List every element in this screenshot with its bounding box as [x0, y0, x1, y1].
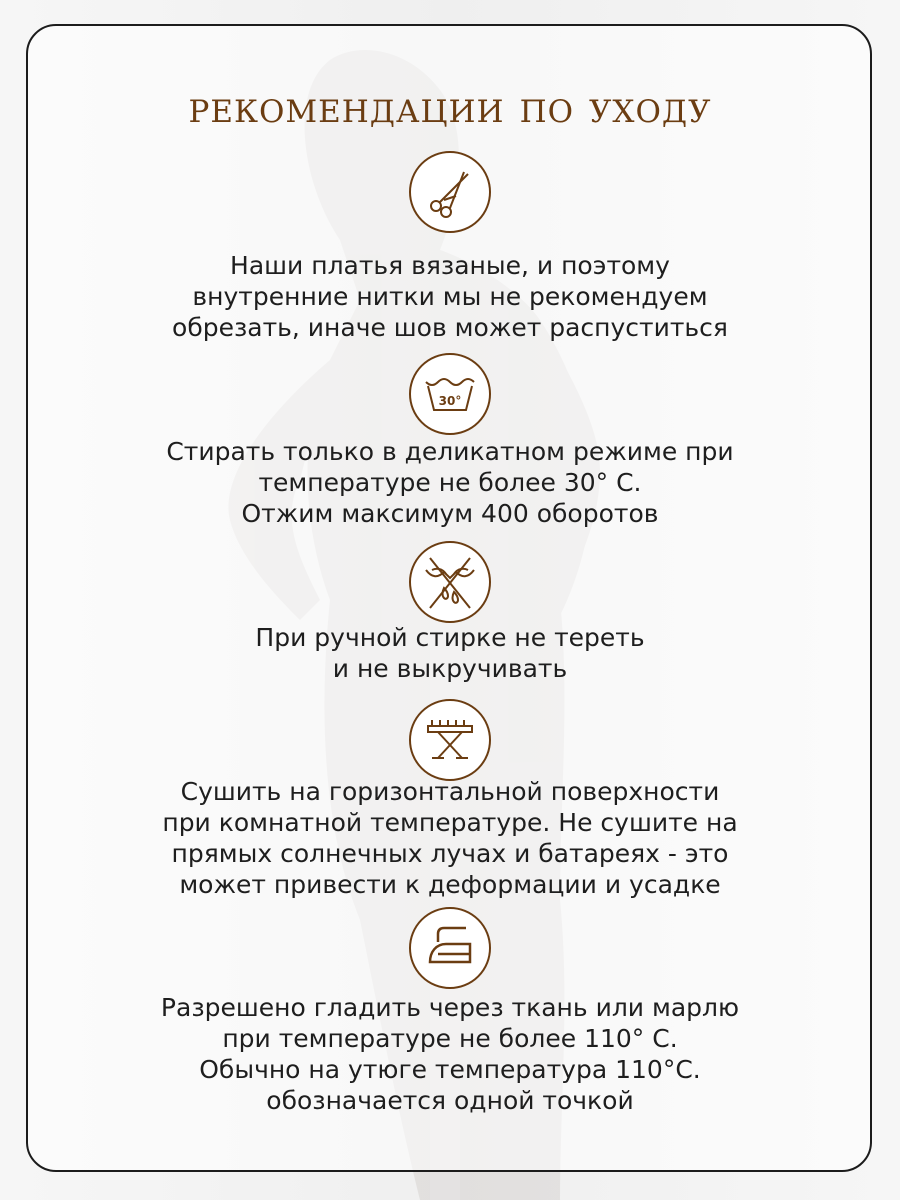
no-wring-icon	[408, 540, 492, 624]
section-5-line-2: при температуре не более 110° С.	[222, 1024, 678, 1053]
section-2-line-1: Стирать только в деликатном режиме при	[166, 437, 734, 466]
page-title: рекомендации по уходу	[188, 82, 712, 133]
section-5-text	[60, 992, 840, 1116]
section-4-line-1: Сушить на горизонтальной поверхности	[180, 777, 720, 806]
section-5-line-1: Разрешено гладить через ткань или марлю	[160, 993, 740, 1022]
section-5-line-4: обозначается одной точкой	[266, 1086, 634, 1115]
section-3-line-2: и не выкручивать	[332, 654, 568, 683]
section-1-line-3: обрезать, иначе шов может распуститься	[172, 313, 728, 342]
wash-temperature-label: 30°	[438, 394, 462, 408]
flat-dry-icon	[408, 698, 492, 782]
section-2-line-2: температуре не более 30° С.	[258, 468, 642, 497]
section-3-line-1: При ручной стирке не тереть	[255, 623, 645, 652]
scissors-icon	[408, 150, 492, 234]
section-4-line-2: при комнатной температуре. Не сушите на	[162, 808, 738, 837]
section-4-line-3: прямых солнечных лучах и батареях - это	[171, 839, 729, 868]
section-2-line-3: Отжим максимум 400 оборотов	[241, 499, 659, 528]
wash-30-icon	[408, 352, 492, 436]
section-5-line-3: Обычно на утюге температура 110°С.	[199, 1055, 701, 1084]
section-2-text	[60, 436, 840, 529]
section-1-text	[60, 250, 840, 343]
section-4-text	[60, 776, 840, 900]
iron-icon	[408, 906, 492, 990]
section-1-line-2: внутренние нитки мы не рекомендуем	[192, 282, 708, 311]
section-1-line-1: Наши платья вязаные, и поэтому	[230, 251, 670, 280]
section-4-line-4: может привести к деформации и усадке	[179, 870, 721, 899]
section-3-text	[60, 622, 840, 684]
